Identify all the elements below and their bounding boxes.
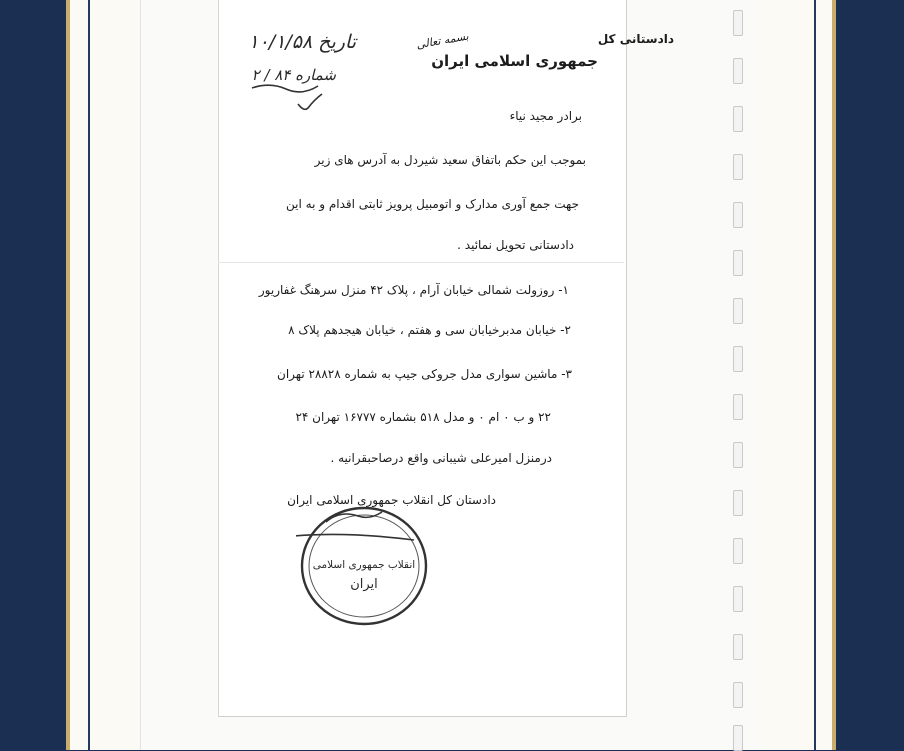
signature-title: دادستان کل انقلاب جمهوری اسلامی ایران: [287, 493, 496, 507]
letterhead-org-line2: جمهوری اسلامی ایران: [431, 52, 598, 70]
binder-holes: [733, 10, 745, 750]
binder-hole: [733, 106, 743, 132]
binder-hole: [733, 298, 743, 324]
paper-crease: [218, 262, 624, 263]
checkmark-scribble: [296, 92, 324, 114]
handwritten-number: شماره ۸۴ / ۲: [251, 66, 336, 84]
binder-hole: [733, 58, 743, 84]
binder-hole: [733, 682, 743, 708]
list-item: ۳- ماشین سواری مدل جروکی جیپ به شماره ۲۸۸۲۸ تهران: [277, 367, 572, 381]
paragraph-line: دادستانی تحویل نمائید .: [457, 238, 574, 252]
binder-hole: [733, 538, 743, 564]
binder-hole: [733, 10, 743, 36]
frame-inner-line-right: [814, 0, 816, 750]
list-item: ۲- خیابان مدبرخیابان سی و هفتم ، خیابان هیجدهم پلاک ۸: [288, 323, 571, 337]
binder-hole: [733, 346, 743, 372]
list-item-continuation: درمنزل امیرعلی شیبانی واقع درصاحبقرانیه .: [330, 451, 552, 465]
stamp-text-line1: انقلاب جمهوری اسلامی: [312, 559, 416, 571]
list-item-continuation: ۲۲ و ب ۰ ام ۰ و مدل ۵۱۸ بشماره ۱۶۷۷۷ تهران ۲۴: [295, 410, 551, 424]
frame-inner-line-left: [88, 0, 90, 750]
besm-calligraphy: بسمه تعالی: [415, 29, 470, 52]
list-item: ۱- روزولت شمالی خیابان آرام ، پلاک ۴۲ منزل سرهنگ غفاریور: [258, 283, 569, 297]
binder-hole: [733, 250, 743, 276]
official-stamp: [296, 500, 436, 630]
handwritten-date: تاریخ ۱۰/۱/۵۸: [248, 31, 356, 53]
binder-hole: [733, 490, 743, 516]
binder-hole: [733, 154, 743, 180]
binder-hole: [733, 442, 743, 468]
binder-hole: [733, 202, 743, 228]
binder-hole: [733, 634, 743, 660]
underline-scribble: [250, 80, 320, 94]
paragraph-line: جهت جمع آوری مدارک و اتومبیل پرویز ثابتی اقدام و به این: [286, 197, 579, 211]
stamp-text-line2: ایران: [350, 577, 378, 592]
binder-hole: [733, 394, 743, 420]
binder-hole: [733, 586, 743, 612]
binder-hole: [733, 725, 743, 751]
salutation: برادر مجید نیاء: [509, 109, 582, 123]
letterhead-org-line1: دادستانی کل: [597, 32, 674, 46]
paragraph-line: بموجب این حکم باتفاق سعید شیردل به آدرس های زیر: [314, 153, 586, 167]
